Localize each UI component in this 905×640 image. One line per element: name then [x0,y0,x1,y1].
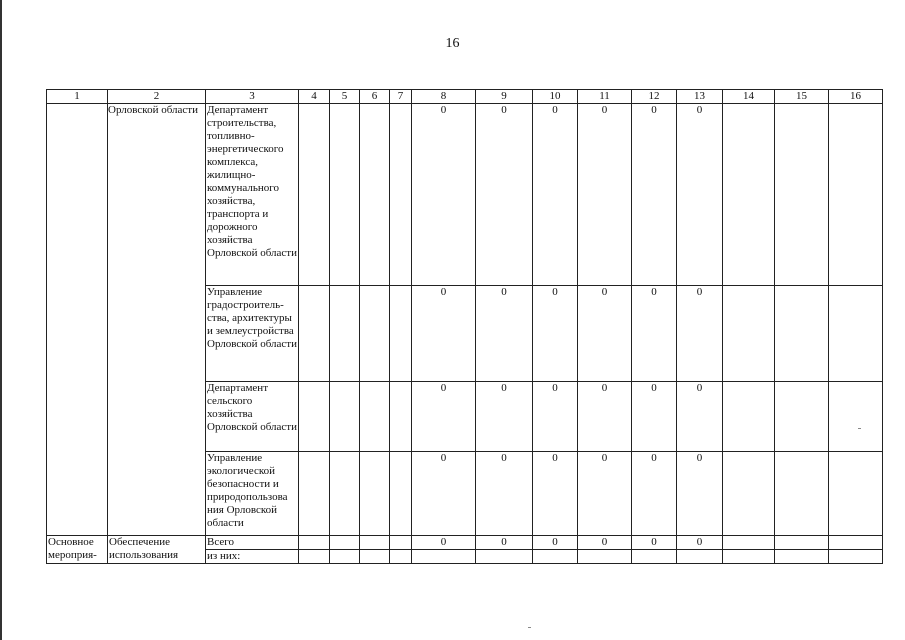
cell-empty [360,536,390,550]
cell-empty [299,382,330,452]
cell-value: 0 [476,536,533,550]
header-cell: 8 [412,90,476,104]
cell-col1 [47,104,108,536]
cell-empty [775,452,829,536]
cell-value: 0 [677,286,723,382]
header-cell: 14 [723,90,775,104]
cell-value: 0 [578,452,632,536]
header-cell: 4 [299,90,330,104]
cell-activity-desc: Обеспечение использования [108,536,206,564]
cell-value: 0 [677,536,723,550]
cell-value: 0 [533,104,578,286]
cell-empty [360,286,390,382]
cell-value: 0 [476,104,533,286]
cell-empty [360,452,390,536]
header-cell: 6 [360,90,390,104]
cell-empty [723,550,775,564]
cell-empty [829,452,883,536]
cell-value [533,550,578,564]
page-left-edge [0,0,2,640]
table-row [47,104,883,286]
cell-empty [330,286,360,382]
cell-empty [299,286,330,382]
scan-speck [528,627,531,628]
cell-value: 0 [578,104,632,286]
cell-value: 0 [632,286,677,382]
cell-empty [775,536,829,550]
cell-empty [360,550,390,564]
cell-value: 0 [476,382,533,452]
cell-empty [360,382,390,452]
cell-value [412,550,476,564]
cell-empty [299,536,330,550]
header-cell: 2 [108,90,206,104]
cell-value: 0 [677,382,723,452]
cell-agency: из них: [206,550,299,564]
cell-region: Орловской области [108,104,206,536]
header-cell: 16 [829,90,883,104]
cell-empty [330,550,360,564]
cell-empty [330,452,360,536]
header-cell: 7 [390,90,412,104]
cell-empty [775,104,829,286]
header-cell: 9 [476,90,533,104]
cell-empty [330,536,360,550]
cell-value: 0 [533,452,578,536]
cell-value: 0 [533,536,578,550]
cell-empty [723,104,775,286]
cell-empty [299,452,330,536]
cell-empty [829,550,883,564]
header-cell: 15 [775,90,829,104]
table-header-row [47,90,883,104]
cell-value: 0 [412,382,476,452]
cell-value: 0 [412,452,476,536]
cell-value: 0 [677,104,723,286]
cell-value: 0 [533,286,578,382]
cell-empty [775,286,829,382]
cell-activity: Основное мероприя- [47,536,108,564]
header-cell: 10 [533,90,578,104]
scan-speck [858,428,861,429]
cell-value [578,550,632,564]
cell-empty [390,104,412,286]
cell-empty [299,550,330,564]
cell-empty [390,452,412,536]
cell-empty [723,452,775,536]
cell-empty [829,382,883,452]
cell-value: 0 [533,382,578,452]
cell-value: 0 [677,452,723,536]
cell-empty [330,382,360,452]
cell-value: 0 [476,286,533,382]
cell-agency: Управление градостроитель-ства, архитектуры и землеустройства Орловской области [206,286,299,382]
cell-value: 0 [578,536,632,550]
cell-empty [299,104,330,286]
header-cell: 5 [330,90,360,104]
cell-value: 0 [632,104,677,286]
cell-value: 0 [412,536,476,550]
cell-value: 0 [412,286,476,382]
cell-agency: Управление экологической безопасности и природопользова ния Орловской области [206,452,299,536]
cell-value: 0 [578,286,632,382]
cell-empty [390,536,412,550]
cell-empty [330,104,360,286]
cell-value: 0 [632,382,677,452]
cell-value [677,550,723,564]
cell-empty [829,286,883,382]
budget-table [46,89,883,564]
header-cell: 11 [578,90,632,104]
header-cell: 3 [206,90,299,104]
cell-empty [723,286,775,382]
cell-empty [390,550,412,564]
cell-value: 0 [578,382,632,452]
cell-empty [360,104,390,286]
cell-empty [775,550,829,564]
cell-agency: Департамент строительства, топливно-энергетического комплекса, жилищно-коммунального хозяйства, транспорта и дорожного хозяйства Орловской области [206,104,299,286]
cell-value [476,550,533,564]
cell-empty [723,382,775,452]
cell-empty [390,382,412,452]
header-cell: 12 [632,90,677,104]
cell-empty [829,104,883,286]
cell-empty [390,286,412,382]
cell-value: 0 [412,104,476,286]
cell-value: 0 [632,536,677,550]
header-cell: 13 [677,90,723,104]
cell-agency: Всего [206,536,299,550]
table-row [47,536,883,550]
cell-value: 0 [476,452,533,536]
page-number: 16 [445,36,460,51]
header-cell: 1 [47,90,108,104]
cell-value: 0 [632,452,677,536]
cell-agency: Департамент сельского хозяйства Орловской области [206,382,299,452]
cell-empty [829,536,883,550]
cell-value [632,550,677,564]
cell-empty [775,382,829,452]
cell-empty [723,536,775,550]
